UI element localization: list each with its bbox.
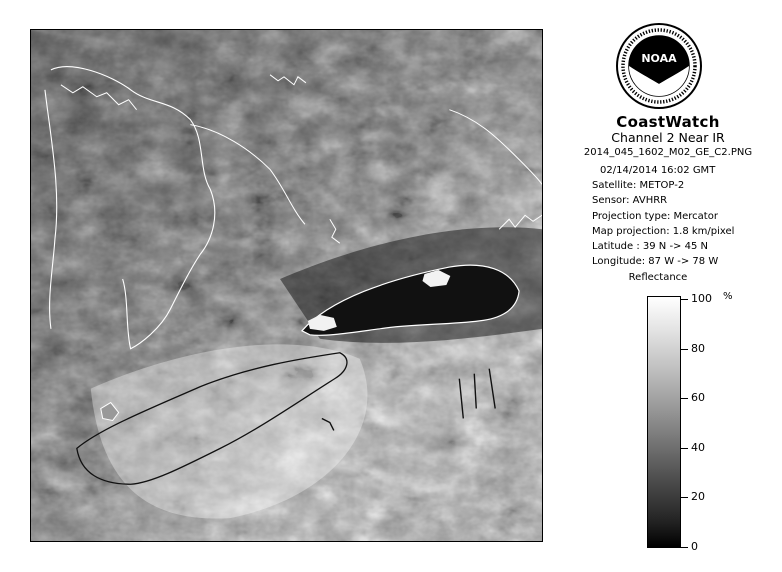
longitude-label: Longitude: 87 W -> 78 W: [592, 256, 719, 268]
colorbar-tick-label: 0: [691, 540, 698, 553]
colorbar-tick-label: 60: [691, 391, 705, 404]
latitude-label: Latitude : 39 N -> 45 N: [592, 240, 708, 252]
colorbar-label: Reflectance: [628, 272, 688, 283]
colorbar-tick: [681, 448, 688, 449]
sensor-label: Sensor: AVHRR: [592, 195, 668, 207]
satellite-image: [30, 29, 543, 542]
logo-text: NOAA: [641, 52, 677, 65]
metadata-block: [592, 163, 734, 269]
colorbar-tick-label: 40: [691, 441, 705, 454]
colorbar-unit: %: [723, 291, 733, 302]
datetime-label: 02/14/2014 16:02 GMT: [600, 165, 716, 176]
colorbar-tick-label: 20: [691, 490, 705, 503]
colorbar-tick-label: 100: [691, 292, 712, 305]
map-projection-label: Map projection: 1.8 km/pixel: [592, 225, 735, 237]
colorbar-tick: [681, 349, 688, 350]
colorbar-tick: [681, 547, 688, 548]
satellite-label: Satellite: METOP-2: [592, 180, 685, 192]
colorbar-tick: [681, 398, 688, 399]
colorbar-tick: [681, 497, 688, 498]
noaa-logo: [615, 22, 703, 110]
projection-type-label: Projection type: Mercator: [592, 210, 718, 222]
app-title: CoastWatch: [616, 113, 720, 131]
colorbar-tick: [681, 299, 688, 300]
channel-label: Channel 2 Near IR: [611, 130, 725, 145]
filename-label: 2014_045_1602_M02_GE_C2.PNG: [583, 147, 753, 158]
colorbar: [647, 296, 681, 548]
colorbar-tick-label: 80: [691, 342, 705, 355]
